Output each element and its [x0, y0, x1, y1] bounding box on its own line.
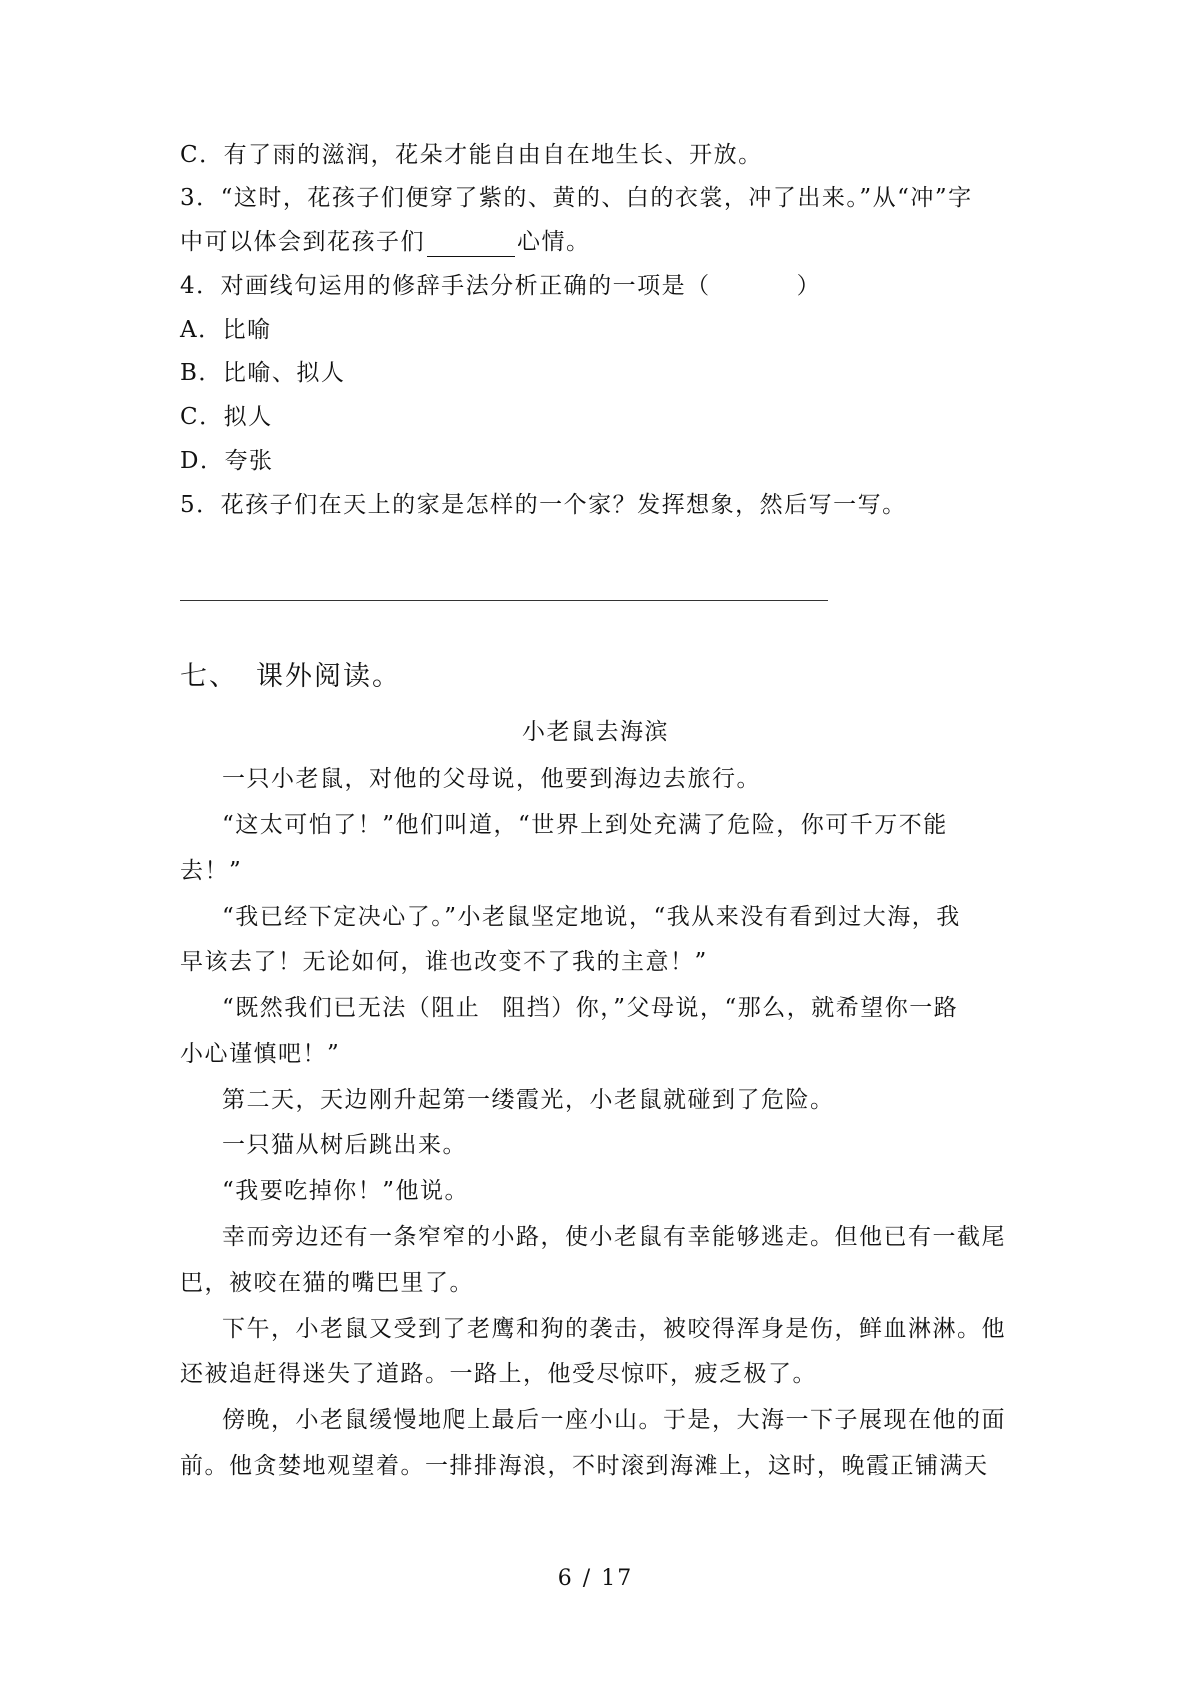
passage-line-15: 傍晚，小老鼠缓慢地爬上最后一座小山。于是，大海一下子展现在他的面	[222, 1407, 1006, 1433]
passage-line-1: 一只小老鼠，对他的父母说，他要到海边去旅行。	[222, 766, 761, 792]
passage-line-4: “我已经下定决心了。”小老鼠坚定地说，“我从来没有看到过大海，我	[222, 904, 961, 930]
q4-stem-close: ）	[796, 273, 822, 299]
passage-line-11: 幸而旁边还有一条窄窄的小路，使小老鼠有幸能够逃走。但他已有一截尾	[222, 1224, 1006, 1250]
q3-line-2	[180, 227, 591, 257]
q4-option-b: B．比喻、拟人	[180, 360, 346, 386]
q4-option-d: D．夸张	[180, 448, 274, 474]
q4-stem-text: 4．对画线句运用的修辞手法分析正确的一项是（	[180, 273, 711, 299]
q3-text-before: 中可以体会到花孩子们	[180, 229, 425, 255]
q4-option-a: A．比喻	[180, 317, 272, 343]
passage-title: 小老鼠去海滨	[522, 719, 669, 745]
passage-line-14: 还被追赶得迷失了道路。一路上，他受尽惊吓，疲乏极了。	[180, 1361, 817, 1387]
passage-line-5: 早该去了！无论如何，谁也改变不了我的主意！”	[180, 949, 708, 975]
q4-stem	[180, 271, 821, 301]
passage-choice-line	[222, 993, 958, 1023]
passage-line-2: “这太可怕了！”他们叫道，“世界上到处充满了危险，你可千万不能	[222, 812, 948, 838]
section-title: 课外阅读。	[256, 661, 401, 692]
q4-option-c: C．拟人	[180, 404, 273, 430]
choice-text-after: 阻挡）你，”父母说，“那么，就希望你一路	[502, 995, 959, 1021]
passage-line-16: 前。他贪婪地观望着。一排排海浪，不时滚到海滩上，这时，晚霞正铺满天	[180, 1453, 989, 1479]
passage-line-10: “我要吃掉你！”他说。	[222, 1178, 470, 1204]
passage-line-3: 去！”	[180, 858, 243, 884]
choice-text-before: “既然我们已无法（阻止	[222, 995, 481, 1021]
passage-line-8: 第二天，天边刚升起第一缕霞光，小老鼠就碰到了危险。	[222, 1087, 835, 1113]
q3-text-after: 心情。	[517, 229, 591, 255]
passage-line-9: 一只猫从树后跳出来。	[222, 1132, 467, 1158]
section-heading	[180, 660, 401, 694]
q3-answer-blank[interactable]	[427, 234, 515, 257]
passage-line-7: 小心谨慎吧！”	[180, 1041, 341, 1067]
page-number: 6 / 17	[557, 1566, 634, 1591]
q3-line-1: 3．“这时，花孩子们便穿了紫的、黄的、白的衣裳，冲了出来。”从“冲”字	[180, 185, 973, 211]
passage-line-12: 巴，被咬在猫的嘴巴里了。	[180, 1270, 474, 1296]
passage-line-13: 下午，小老鼠又受到了老鹰和狗的袭击，被咬得浑身是伤，鲜血淋淋。他	[222, 1316, 1006, 1342]
q2-option-c: C．有了雨的滋润，花朵才能自由自在地生长、开放。	[180, 142, 763, 168]
q5-answer-line[interactable]	[180, 600, 828, 601]
section-number: 七、	[180, 661, 238, 692]
q5-stem: 5．花孩子们在天上的家是怎样的一个家？发挥想象，然后写一写。	[180, 492, 907, 518]
